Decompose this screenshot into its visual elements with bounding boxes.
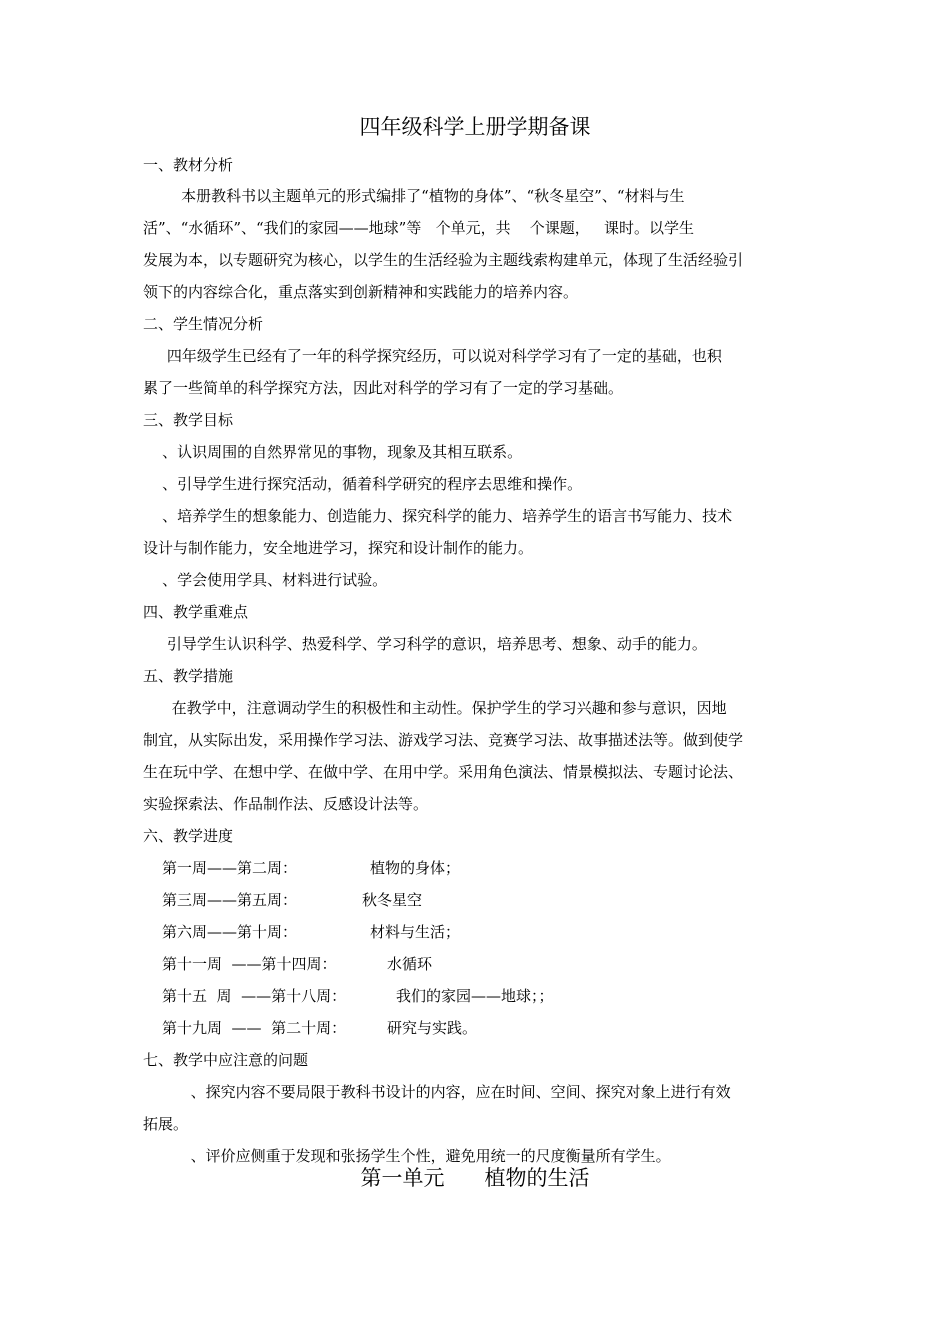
paragraph-line: 累了一些简单的科学探究方法，因此对科学的学习有了一定的学习基础。 [143, 379, 624, 397]
goal-item: 、学会使用学具、材料进行试验。 [143, 571, 388, 589]
paragraph-line: 、评价应侧重于发现和张扬学生个性，避免用统一的尺度衡量所有学生。 [143, 1147, 671, 1165]
paragraph-line: 、探究内容不要局限于教科书设计的内容，应在时间、空间、探究对象上进行有效 [143, 1083, 731, 1101]
schedule-topic: 材料与生活； [370, 923, 461, 941]
section-heading-schedule: 六、教学进度 [143, 827, 234, 845]
section-heading-key-points: 四、教学重难点 [143, 603, 249, 621]
schedule-topic: 植物的身体； [370, 859, 461, 877]
schedule-topic: 我们的家园——地球；； [396, 987, 554, 1005]
paragraph-line: 实验探索法、作品制作法、反感设计法等。 [143, 795, 429, 813]
paragraph-line: 发展为本，以专题研究为核心，以学生的生活经验为主题线索构建单元，体现了生活经验引 [143, 251, 744, 269]
section-heading-goals: 三、教学目标 [143, 411, 234, 429]
paragraph-line: 活”、“水循环”、“我们的家园——地球”等 个单元，共 个课题， 课时。以学生 [143, 219, 695, 237]
schedule-topic: 水循环 [387, 955, 433, 973]
goal-item: 、引导学生进行探究活动，循着科学研究的程序去思维和操作。 [143, 475, 583, 493]
document-title: 四年级科学上册学期备课 [359, 115, 591, 139]
paragraph-line: 本册教科书以主题单元的形式编排了“植物的身体”、“秋冬星空”、“材料与生 [143, 187, 685, 205]
paragraph-line: 四年级学生已经有了一年的科学探究经历，可以说对科学学习有了一定的基础，也积 [143, 347, 722, 365]
schedule-period: 第十一周 ——第十四周： [162, 955, 337, 973]
goal-item: 、认识周围的自然界常见的事物，现象及其相互联系。 [143, 443, 523, 461]
schedule-period: 第六周——第十周： [162, 923, 298, 941]
schedule-topic: 研究与实践。 [387, 1019, 478, 1037]
paragraph-line: 在教学中，注意调动学生的积极性和主动性。保护学生的学习兴趣和参与意识，因地 [143, 699, 727, 717]
paragraph-line: 生在玩中学、在想中学、在做中学、在用中学。采用角色演法、情景模拟法、专题讨论法、 [143, 763, 744, 781]
schedule-period: 第三周——第五周： [162, 891, 298, 909]
schedule-topic: 秋冬星空 [362, 891, 423, 909]
schedule-period: 第一周——第二周： [162, 859, 298, 877]
section-heading-students: 二、学生情况分析 [143, 315, 264, 333]
paragraph-line: 拓展。 [143, 1115, 189, 1133]
schedule-period: 第十九周 —— 第二十周： [162, 1019, 347, 1037]
goal-item: 、培养学生的想象能力、创造能力、探究科学的能力、培养学生的语言书写能力、技术 [143, 507, 733, 525]
schedule-period: 第十五 周 ——第十八周： [162, 987, 347, 1005]
goal-item-continued: 设计与制作能力，安全地进学习，探究和设计制作的能力。 [143, 539, 534, 557]
paragraph-line: 制宜，从实际出发，采用操作学习法、游戏学习法、竞赛学习法、故事描述法等。做到使学 [143, 731, 744, 749]
section-heading-notes: 七、教学中应注意的问题 [143, 1051, 309, 1069]
unit-title: 第一单元 植物的生活 [360, 1166, 590, 1190]
paragraph-line: 引导学生认识科学、热爱科学、学习科学的意识，培养思考、想象、动手的能力。 [143, 635, 707, 653]
paragraph-line: 领下的内容综合化，重点落实到创新精神和实践能力的培养内容。 [143, 283, 579, 301]
section-heading-measures: 五、教学措施 [143, 667, 234, 685]
section-heading-materials: 一、教材分析 [143, 156, 234, 174]
